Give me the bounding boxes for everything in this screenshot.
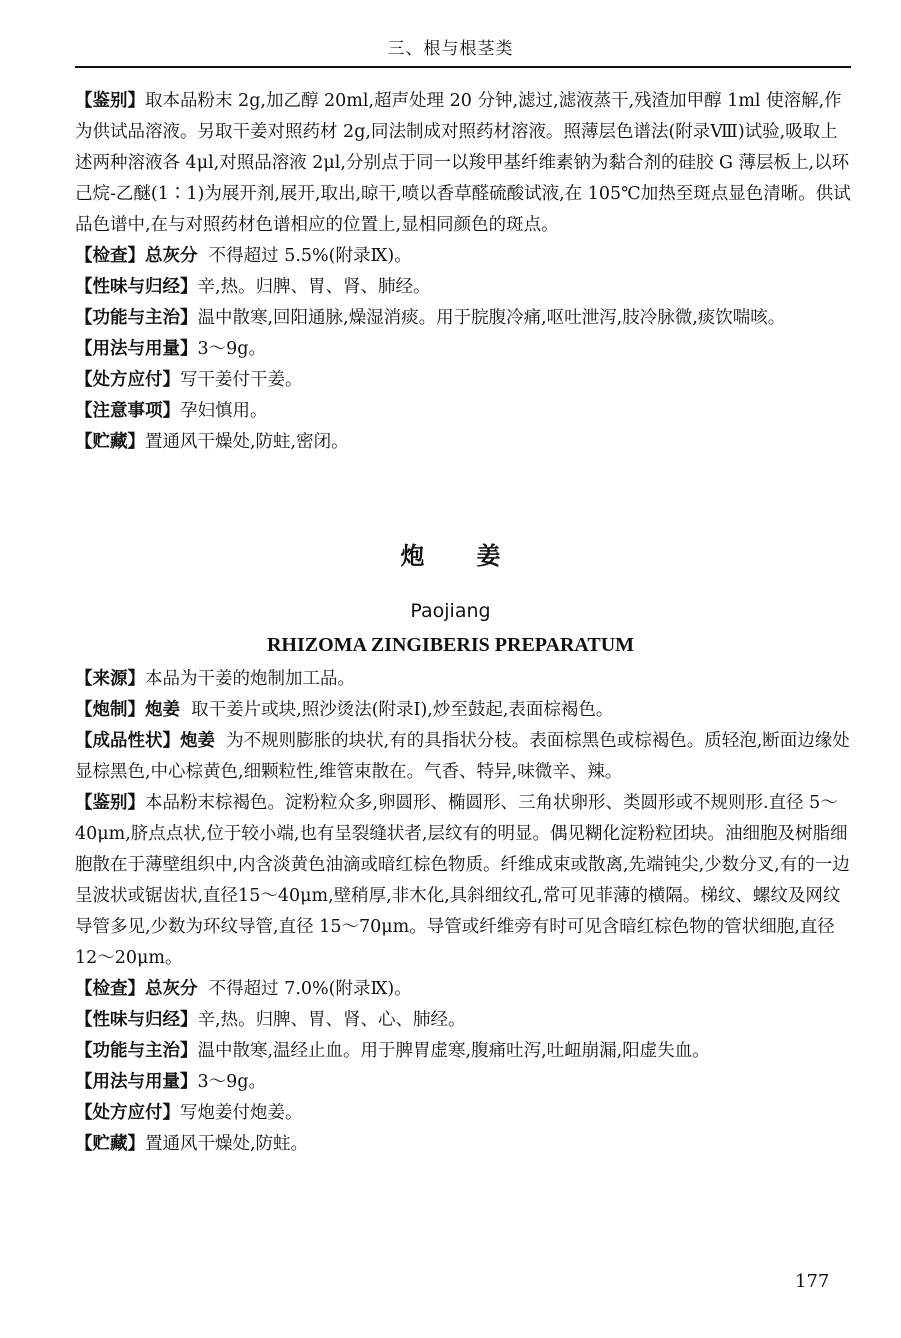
monograph-title: 炮姜 (400, 542, 553, 570)
nature2-text: 辛,热。归脾、胃、肾、心、肺经。 (197, 1010, 466, 1030)
prescription2-label: 【处方应付】 (75, 1103, 180, 1123)
processing-text: 取干姜片或块,照沙烫法(附录Ⅰ),炒至鼓起,表面棕褐色。 (191, 700, 614, 720)
caution-text: 孕妇慎用。 (180, 401, 268, 421)
function-text: 温中散寒,回阳通脉,燥湿消痰。用于脘腹冷痛,呕吐泄泻,肢冷脉微,痰饮喘咳。 (197, 308, 786, 328)
storage-text: 置通风干燥处,防蛀,密闭。 (145, 432, 349, 452)
monograph-pinyin: Paojiang (410, 600, 491, 622)
storage-label: 【贮藏】 (75, 432, 145, 452)
identification-text: 取本品粉末 2g,加乙醇 20ml,超声处理 20 分钟,滤过,滤液蒸干,残渣加甲醇 1ml 使溶解,作为供试品溶液。另取干姜对照药材 2g,同法制成对照药材溶液。照薄层色谱法(附录Ⅷ)试验,吸取上述两种溶液各 4μl,对照品溶液 2μl,分别点于同一以羧甲基纤维素钠为黏合剂的硅胶 G 薄层板上,以环己烷-乙醚(1∶1)为展开剂,展开,取出,晾干,喷以香草醛硫酸试液,在 105℃加热至斑点显色清晰。供试品色谱中,在与对照药材色谱相应的位置上,显相同颜色的斑点。 (75, 91, 851, 235)
processing-paragraph (75, 695, 851, 726)
nature-label: 【性味与归经】 (75, 277, 198, 297)
inspection2-label: 【检查】 (75, 979, 145, 999)
characteristics-label: 【成品性状】 (75, 731, 180, 751)
inspection2-keyword: 总灰分 (145, 979, 198, 999)
processing-label: 【炮制】 (75, 700, 145, 720)
usage2-paragraph (75, 1067, 851, 1098)
identification2-paragraph (75, 788, 851, 974)
prescription2-text: 写炮姜付炮姜。 (180, 1103, 303, 1123)
characteristics-keyword: 炮姜 (180, 731, 215, 751)
source-paragraph (75, 664, 851, 695)
nature2-paragraph (75, 1005, 851, 1036)
usage-label: 【用法与用量】 (75, 339, 198, 359)
caution-label: 【注意事项】 (75, 401, 180, 421)
storage2-paragraph (75, 1129, 851, 1160)
characteristics-text: 为不规则膨胀的块状,有的具指状分枝。表面棕黑色或棕褐色。质轻泡,断面边缘处显棕黑色,中心棕黄色,细颗粒性,维管束散在。气香、特异,味微辛、辣。 (75, 731, 850, 782)
page-number: 177 (795, 1271, 830, 1292)
usage-paragraph (75, 334, 851, 365)
inspection-text: 不得超过 5.5%(附录Ⅸ)。 (208, 246, 412, 266)
prescription2-paragraph (75, 1098, 851, 1129)
processing-keyword: 炮姜 (145, 700, 180, 720)
function-label: 【功能与主治】 (75, 308, 198, 328)
section-paojiang (75, 664, 851, 1160)
running-head: 三、根与根茎类 (387, 39, 514, 59)
inspection-label: 【检查】 (75, 246, 145, 266)
caution-paragraph (75, 396, 851, 427)
prescription-label: 【处方应付】 (75, 370, 180, 390)
prescription-paragraph (75, 365, 851, 396)
nature-text: 辛,热。归脾、胃、肾、肺经。 (197, 277, 431, 297)
usage-text: 3～9g。 (197, 339, 266, 359)
identification-paragraph (75, 86, 851, 241)
prescription-text: 写干姜付干姜。 (180, 370, 303, 390)
storage2-text: 置通风干燥处,防蛀。 (145, 1134, 309, 1154)
inspection-paragraph (75, 241, 851, 272)
inspection2-paragraph (75, 974, 851, 1005)
function2-text: 温中散寒,温经止血。用于脾胃虚寒,腹痛吐泻,吐衄崩漏,阳虚失血。 (197, 1041, 710, 1061)
identification2-label: 【鉴别】 (75, 793, 145, 813)
characteristics-paragraph (75, 726, 851, 788)
usage2-label: 【用法与用量】 (75, 1072, 198, 1092)
usage2-text: 3～9g。 (197, 1072, 266, 1092)
section-ganjiang-continued (75, 86, 851, 458)
storage-paragraph (75, 427, 851, 458)
nature2-label: 【性味与归经】 (75, 1010, 198, 1030)
source-text: 本品为干姜的炮制加工品。 (145, 669, 355, 689)
monograph-latin-name: RHIZOMA ZINGIBERIS PREPARATUM (266, 634, 635, 656)
inspection2-text: 不得超过 7.0%(附录Ⅸ)。 (208, 979, 412, 999)
identification2-text: 本品粉末棕褐色。淀粉粒众多,卵圆形、椭圆形、三角状卵形、类圆形或不规则形.直径 5～40μm,脐点点状,位于较小端,也有呈裂缝状者,层纹有的明显。偶见糊化淀粉粒团块。油细胞及树脂细胞散在于薄壁组织中,内含淡黄色油滴或暗红棕色物质。纤维成束或散离,先端钝尖,少数分叉,有的一边呈波状或锯齿状,直径15～40μm,壁稍厚,非木化,具斜细纹孔,常可见菲薄的横隔。梯纹、螺纹及网纹导管多见,少数为环纹导管,直径 15～70μm。导管或纤维旁有时可见含暗红棕色物的管状细胞,直径 12～20μm。 (75, 793, 850, 968)
function2-paragraph (75, 1036, 851, 1067)
inspection-keyword: 总灰分 (145, 246, 198, 266)
source-label: 【来源】 (75, 669, 145, 689)
nature-paragraph (75, 272, 851, 303)
storage2-label: 【贮藏】 (75, 1134, 145, 1154)
function-paragraph (75, 303, 851, 334)
header-rule (75, 66, 851, 68)
identification-label: 【鉴别】 (75, 91, 145, 111)
function2-label: 【功能与主治】 (75, 1041, 198, 1061)
